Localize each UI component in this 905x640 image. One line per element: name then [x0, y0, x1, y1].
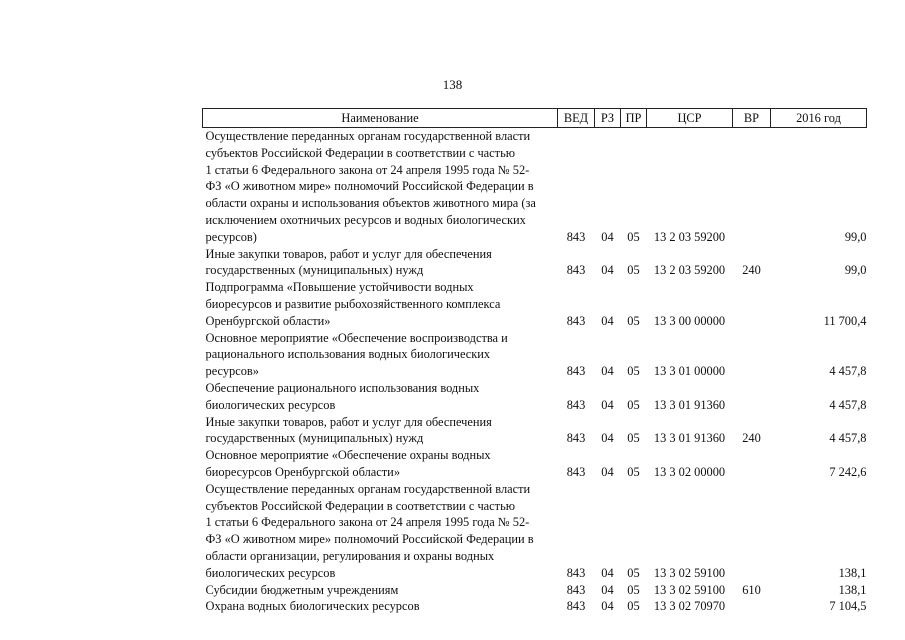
name-line: 1 статьи 6 Федерального закона от 24 апреля 1995 года № 52- [205, 515, 530, 530]
cell-rz: 04 [601, 431, 614, 446]
cell-vr [733, 279, 771, 329]
cell-rz: 04 [601, 313, 614, 328]
cell-sum: 4 457,8 [829, 364, 867, 379]
name-line: исключением охотничьих ресурсов и водных биологических [205, 212, 526, 227]
name-line: субъектов Российской Федерации в соответствии с частью [205, 145, 516, 160]
cell-rz: 04 [601, 464, 614, 479]
name-line: ресурсов) [205, 229, 257, 244]
cell-rz: 04 [601, 263, 614, 278]
cell-name [203, 380, 558, 414]
cell-vr [733, 481, 771, 582]
cell-sum: 99,0 [844, 229, 867, 244]
name-line: области организации, регулирования и охраны водных [205, 548, 495, 563]
name-line: биоресурсов и развитие рыбохозяйственного комплекса [205, 296, 501, 311]
cell-vr [733, 447, 771, 481]
name-line: Основное мероприятие «Обеспечение охраны водных [205, 448, 491, 463]
table-row [203, 598, 867, 615]
budget-table [202, 108, 867, 615]
cell-pr: 05 [627, 464, 640, 479]
cell-csr: 13 2 03 59200 [653, 229, 726, 244]
table-row [203, 279, 867, 329]
cell-ved: 843 [566, 582, 586, 597]
cell-vr: 610 [742, 582, 761, 597]
cell-vr [733, 330, 771, 380]
cell-sum: 4 457,8 [829, 431, 867, 446]
cell-csr: 13 3 01 00000 [653, 364, 726, 379]
cell-sum: 7 104,5 [829, 599, 867, 614]
cell-pr: 05 [627, 313, 640, 328]
cell-pr: 05 [627, 565, 640, 580]
header-pr: ПР [621, 109, 647, 128]
name-line: области охраны и использования объектов животного мира (за [205, 196, 536, 211]
name-line: Охрана водных биологических ресурсов [205, 599, 420, 614]
header-sum: 2016 год [771, 109, 867, 128]
cell-rz: 04 [601, 565, 614, 580]
cell-name [203, 447, 558, 481]
cell-pr: 05 [627, 397, 640, 412]
cell-csr: 13 3 02 59100 [653, 565, 726, 580]
name-line: Основное мероприятие «Обеспечение воспроизводства и [205, 330, 508, 345]
name-line: ФЗ «О животном мире» полномочий Российской Федерации в [205, 532, 534, 547]
name-line: биологических ресурсов [205, 565, 336, 580]
name-line: Осуществление переданных органам государственной власти [205, 481, 531, 496]
cell-vr [733, 598, 771, 615]
cell-ved: 843 [566, 431, 586, 446]
table-row [203, 128, 867, 246]
page-number: 138 [442, 77, 463, 92]
header-name: Наименование [203, 109, 558, 128]
cell-pr: 05 [627, 599, 640, 614]
name-line: рационального использования водных биологических [205, 347, 491, 362]
cell-csr: 13 2 03 59200 [653, 263, 726, 278]
table-row [203, 447, 867, 481]
name-line: государственных (муниципальных) нужд [205, 431, 424, 446]
name-line: Оренбургской области» [205, 313, 331, 328]
cell-rz: 04 [601, 229, 614, 244]
cell-name [203, 414, 558, 448]
name-line: 1 статьи 6 Федерального закона от 24 апреля 1995 года № 52- [205, 162, 530, 177]
header-csr: ЦСР [647, 109, 733, 128]
name-line: Подпрограмма «Повышение устойчивости водных [205, 280, 474, 295]
cell-vr [733, 128, 771, 246]
cell-sum: 138,1 [838, 565, 867, 580]
cell-name [203, 582, 558, 599]
name-line: биоресурсов Оренбургской области» [205, 464, 401, 479]
cell-sum: 4 457,8 [829, 397, 867, 412]
name-line: Иные закупки товаров, работ и услуг для обеспечения [205, 246, 492, 261]
cell-vr [733, 380, 771, 414]
cell-ved: 843 [566, 599, 586, 614]
cell-pr: 05 [627, 263, 640, 278]
header-rz: РЗ [595, 109, 621, 128]
cell-ved: 843 [566, 364, 586, 379]
cell-name [203, 279, 558, 329]
cell-csr: 13 3 01 91360 [653, 397, 726, 412]
name-line: ресурсов» [205, 364, 259, 379]
cell-name [203, 481, 558, 582]
cell-pr: 05 [627, 582, 640, 597]
cell-name [203, 598, 558, 615]
cell-ved: 843 [566, 229, 586, 244]
cell-ved: 843 [566, 263, 586, 278]
cell-csr: 13 3 02 00000 [653, 464, 726, 479]
table-row [203, 414, 867, 448]
cell-pr: 05 [627, 229, 640, 244]
cell-vr: 240 [742, 431, 761, 446]
cell-csr: 13 3 00 00000 [653, 313, 726, 328]
cell-sum: 11 700,4 [823, 313, 867, 328]
name-line: субъектов Российской Федерации в соответствии с частью [205, 498, 516, 513]
cell-ved: 843 [566, 397, 586, 412]
name-line: биологических ресурсов [205, 397, 336, 412]
cell-csr: 13 3 02 70970 [653, 599, 726, 614]
cell-name [203, 128, 558, 246]
table-row [203, 481, 867, 582]
table-row [203, 246, 867, 280]
cell-name [203, 330, 558, 380]
cell-rz: 04 [601, 364, 614, 379]
cell-csr: 13 3 02 59100 [653, 582, 726, 597]
name-line: Субсидии бюджетным учреждениям [205, 582, 399, 597]
header-ved: ВЕД [558, 109, 595, 128]
name-line: Обеспечение рационального использования водных [205, 380, 480, 395]
table-body [203, 128, 867, 616]
name-line: Иные закупки товаров, работ и услуг для обеспечения [205, 414, 492, 429]
cell-rz: 04 [601, 582, 614, 597]
cell-ved: 843 [566, 565, 586, 580]
name-line: государственных (муниципальных) нужд [205, 263, 424, 278]
cell-pr: 05 [627, 364, 640, 379]
cell-name [203, 246, 558, 280]
table-header-row [203, 109, 867, 128]
name-line: Осуществление переданных органам государственной власти [205, 129, 531, 143]
cell-sum: 7 242,6 [829, 464, 867, 479]
table-row [203, 380, 867, 414]
cell-vr: 240 [742, 263, 761, 278]
table-row [203, 582, 867, 599]
table-row [203, 330, 867, 380]
cell-sum: 138,1 [838, 582, 867, 597]
name-line: ФЗ «О животном мире» полномочий Российской Федерации в [205, 179, 534, 194]
cell-sum: 99,0 [844, 263, 867, 278]
cell-rz: 04 [601, 599, 614, 614]
cell-pr: 05 [627, 431, 640, 446]
cell-ved: 843 [566, 313, 586, 328]
header-vr: ВР [733, 109, 771, 128]
cell-rz: 04 [601, 397, 614, 412]
cell-csr: 13 3 01 91360 [653, 431, 726, 446]
cell-ved: 843 [566, 464, 586, 479]
